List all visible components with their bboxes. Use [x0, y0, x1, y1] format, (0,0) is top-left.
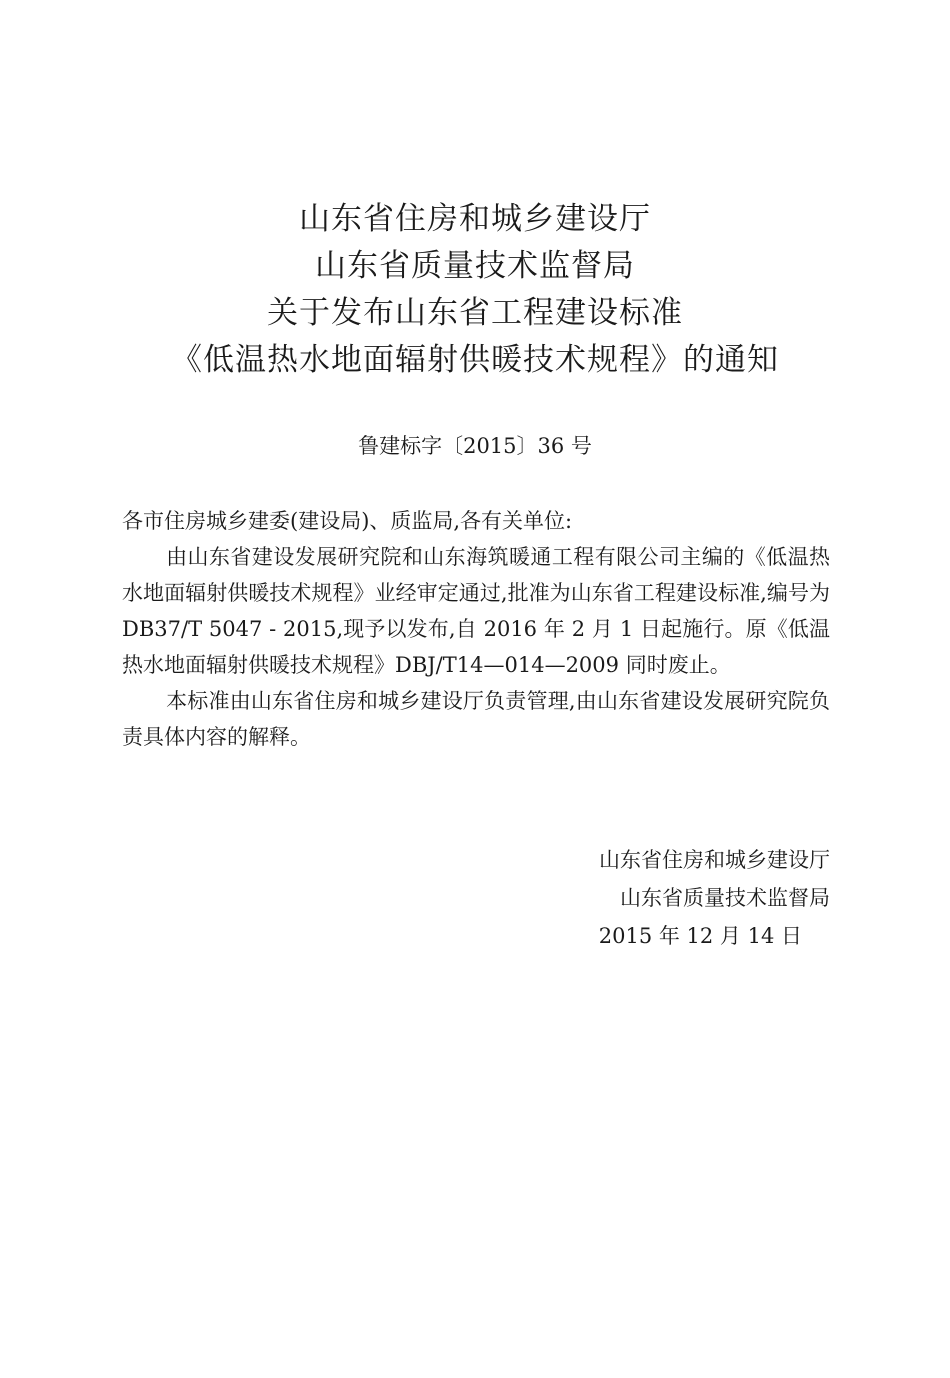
title-line-standard-name: 《低温热水地面辐射供暖技术规程》的通知 [171, 342, 779, 378]
signatory-housing-department: 山东省住房和城乡建设厅 [599, 848, 830, 872]
document-number: 鲁建标字〔2015〕36 号 [358, 434, 592, 458]
salutation: 各市住房城乡建委(建设局)、质监局,各有关单位: [122, 509, 573, 533]
title-line-issuer-2: 山东省质量技术监督局 [315, 248, 635, 284]
notice-title [0, 196, 950, 384]
title-line-issuer-1: 山东省住房和城乡建设厅 [299, 201, 651, 237]
paragraph-management: 本标准由山东省住房和城乡建设厅负责管理,由山东省建设发展研究院负责具体内容的解释。 [122, 689, 830, 749]
paragraph-approval: 由山东省建设发展研究院和山东海筑暖通工程有限公司主编的《低温热水地面辐射供暖技术规程》业经审定通过,批准为山东省工程建设标准,编号为 DB37/T 5047 - 2015,现予以发布,自 2016 年 2 月 1 日起施行。原《低温热水地面辐射供暖技术规程》DBJ/T14—014—2009 同时废止。 [122, 545, 830, 677]
notice-body [122, 503, 830, 755]
signature-block [599, 841, 830, 955]
signatory-quality-bureau: 山东省质量技术监督局 [620, 886, 830, 910]
issue-date: 2015 年 12 月 14 日 [598, 924, 802, 948]
title-line-subject: 关于发布山东省工程建设标准 [267, 295, 683, 331]
